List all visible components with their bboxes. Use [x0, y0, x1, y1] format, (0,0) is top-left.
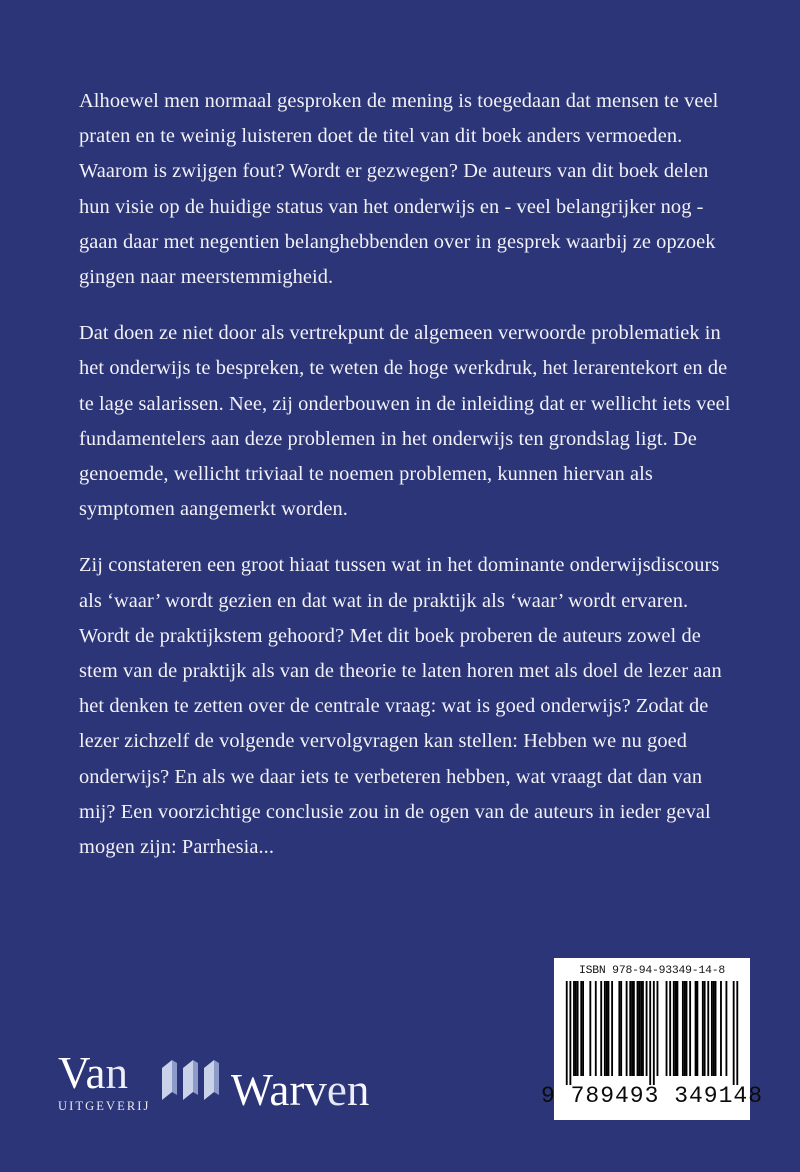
blurb-paragraph-2: Dat doen ze niet door als vertrekpunt de algemeen verwoorde problematiek in het onderwijs te bespreken, te weten de hoge werkdruk, het lerarentekort en de te lage salarissen. Nee, zij onderbouwen in de inleiding dat er wellicht iets veel fundamentelers aan deze problemen in het onderwijs ten grondslag ligt. De genoemde, wellicht triviaal te noemen problemen, kunnen hiervan als symptomen aangemerkt worden. — [79, 322, 731, 521]
publisher-logo-row — [58, 1048, 370, 1115]
isbn-number-label: ISBN 978-94-93349-14-8 — [579, 965, 725, 977]
isbn-barcode-block — [540, 958, 764, 1120]
blurb-text-block — [79, 84, 739, 865]
blurb-paragraph-3: Zij constateren een groot hiaat tussen wat in het dominante onderwijsdiscours als ‘waar’ wordt gezien en dat wat in de praktijk als ‘waar’ wordt ervaren. Wordt de praktijkstem gehoord? Met dit boek proberen de auteurs zowel de stem van de praktijk als van de theorie te laten horen met als doel de lezer aan het denken te zetten over de centrale vraag: wat is goed onderwijs? Zodat de lezer zichzelf de volgende vervolgvragen kan stellen: Hebben we nu goed onderwijs? En als we daar iets te verbeteren hebben, wat vraagt dat dan van mij? Een voorzichtige conclusie zou in de ogen van de auteurs in ieder geval mogen zijn: Parrhesia... — [79, 554, 722, 859]
barcode-bars — [564, 981, 740, 1085]
ean-digits-label: 9 789493 349148 — [540, 1083, 764, 1109]
publisher-logo — [58, 1048, 370, 1127]
three-book-pages-icon — [160, 1056, 224, 1104]
publisher-name-van: Van — [58, 1048, 128, 1098]
publisher-name-left — [58, 1048, 151, 1113]
publisher-subtitle: UITGEVERIJ — [58, 1099, 151, 1113]
publisher-name-warven: Warven — [230, 1065, 370, 1115]
blurb-paragraph-1: Alhoewel men normaal gesproken de mening is toegedaan dat mensen te veel praten en te weinig luisteren doet de titel van dit boek anders vermoeden. Waarom is zwijgen fout? Wordt er gezwegen? De auteurs van dit boek delen hun visie op de huidige status van het onderwijs en - veel belangrijker nog - gaan daar met negentien belanghebbenden over in gesprek waarbij ze opzoek gingen naar meerstemmigheid. — [79, 90, 719, 289]
